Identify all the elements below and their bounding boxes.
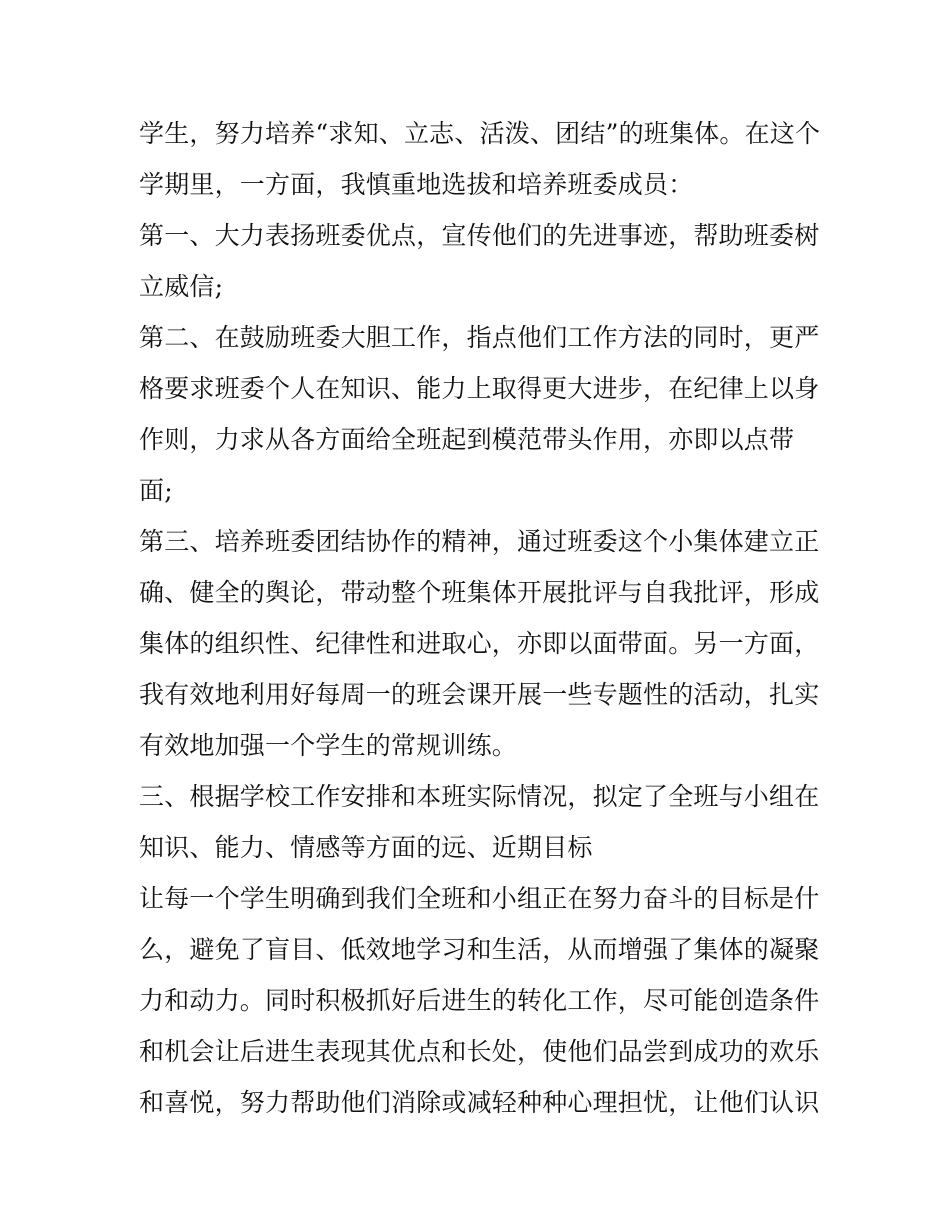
text-line: 三、根据学校工作安排和本班实际情况，拟定了全班与小组在 <box>139 782 820 811</box>
text-line: 力和动力。同时积极抓好后进生的转化工作，尽可能创造条件 <box>139 986 820 1015</box>
text-line: 格要求班委个人在知识、能力上取得更大进步，在纪律上以身 <box>139 374 820 403</box>
text-line: 学生，努力培养“求知、立志、活泼、团结”的班集体。在这个 <box>139 119 821 148</box>
text-line: 知识、能力、情感等方面的远、近期目标 <box>139 833 593 862</box>
text-line: 第一、大力表扬班委优点，宣传他们的先进事迹，帮助班委树 <box>139 221 820 250</box>
text-line: 让每一个学生明确到我们全班和小组正在努力奋斗的目标是什 <box>139 884 820 913</box>
text-line: 么，避免了盲目、低效地学习和生活，从而增强了集体的凝聚 <box>139 935 820 964</box>
text-line: 第三、培养班委团结协作的精神，通过班委这个小集体建立正 <box>139 527 820 556</box>
text-line: 有效地加强一个学生的常规训练。 <box>139 731 518 760</box>
text-line: 立威信; <box>139 272 224 301</box>
text-line: 集体的组织性、纪律性和进取心，亦即以面带面。另一方面， <box>139 629 820 658</box>
text-line: 学期里，一方面，我慎重地选拔和培养班委成员： <box>139 170 694 199</box>
text-line: 确、健全的舆论，带动整个班集体开展批评与自我批评，形成 <box>139 578 820 607</box>
text-line: 面; <box>139 476 173 505</box>
text-line: 和机会让后进生表现其优点和长处，使他们品尝到成功的欢乐 <box>139 1037 820 1066</box>
document-body <box>139 108 829 1128</box>
text-line: 第二、在鼓励班委大胆工作，指点他们工作方法的同时，更严 <box>139 323 820 352</box>
text-line: 和喜悦，努力帮助他们消除或减轻种种心理担忧，让他们认识 <box>139 1088 820 1117</box>
text-line: 作则，力求从各方面给全班起到模范带头作用，亦即以点带 <box>139 425 795 454</box>
text-line: 我有效地利用好每周一的班会课开展一些专题性的活动，扎实 <box>139 680 820 709</box>
